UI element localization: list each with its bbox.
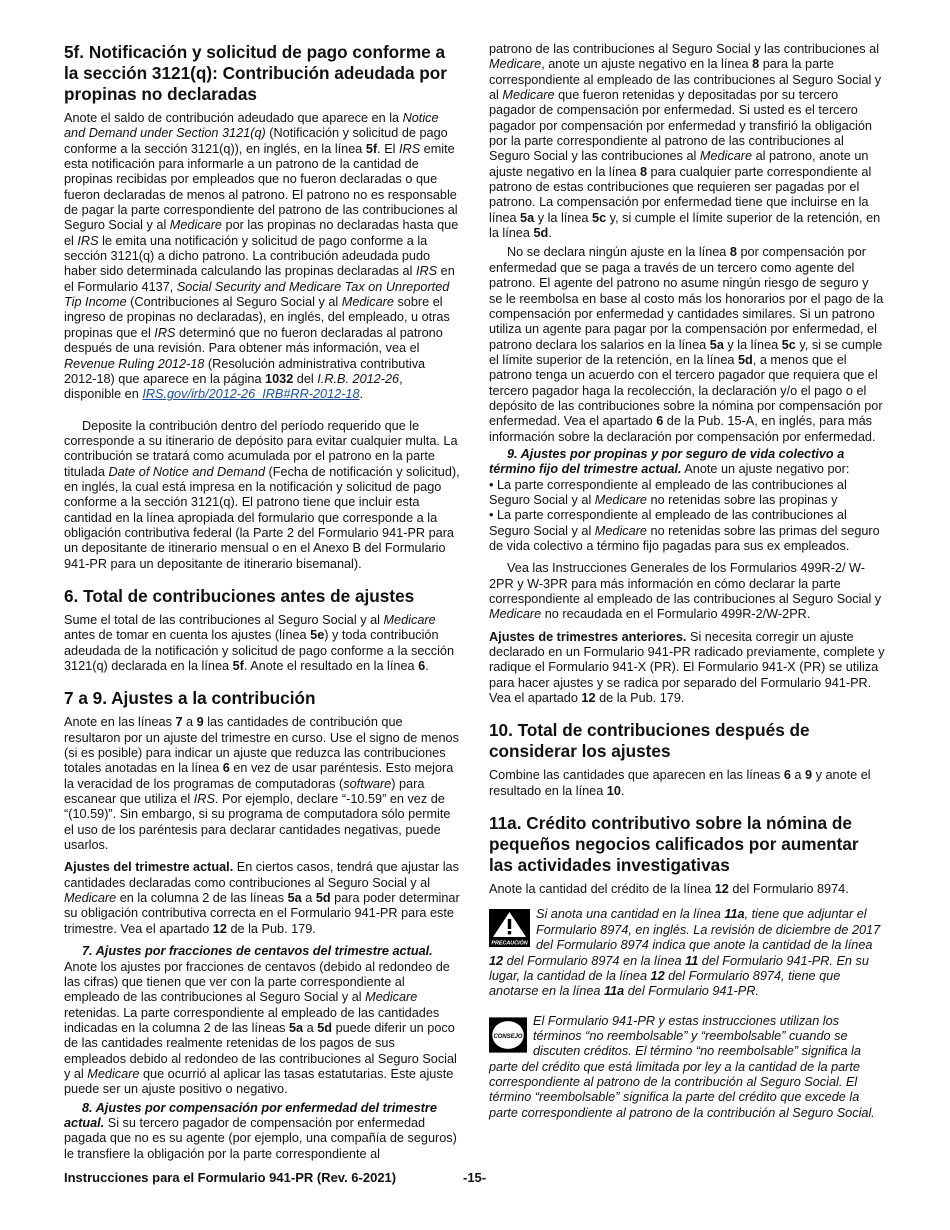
paragraph-11a: Anote la cantidad del crédito de la línea 12 del Formulario 8974. <box>489 882 849 897</box>
paragraph-item-7: 7. Ajustes por fracciones de centavos del trimestre actual. Anote los ajustes por fracciones de centavos (debido al redondeo de las cifras) que tienen que ver con la parte correspondiente al empleado de las contribuciones al Seguro Social y al Medicare retenidas. La parte correspondiente al empleado de las cantidades indicadas en la columna 2 de las líneas 5a a 5d puede diferir un poco de las cantidades realmente retenidas de los pagos de sus empleados debido al redondeo de las contribuciones al Seguro Social y al Medicare que ocurrió al aplicar las tasas estatutarias. Este ajuste puede ser un ajuste positivo o negativo. <box>64 944 457 1097</box>
tip-note: CONSEJO El Formulario 941-PR y estas instrucciones utilizan los términos “no reembolsable” y “reembolsable” cuando se discuten créditos. El término “no reembolsable” significa la parte del crédito que está limitada por ley a la cantidad de la parte correspondiente al patrono de la contribución al Seguro Social. El término “reembolsable” significa la parte del crédito que excede la parte correspondiente al patrono de la contribución al Seguro Social. <box>489 1013 875 1120</box>
heading-10: 10. Total de contribuciones después de considerar los ajustes <box>489 720 810 762</box>
paragraph-8-continued: patrono de las contribuciones al Seguro Social y las contribuciones al Medicare, anote un ajuste negativo en la línea 8 para la parte correspondiente al empleado de las contribuciones al Seguro Social y al Medicare que fueron retenidas y depositadas por su tercero pagador de compensación por enfermedad. Si usted es el tercero pagador por compensación por enfermedad y transfirió la obligación por la parte correspondiente al patrono de las contribuciones al Seguro Social y las contribuciones al Medicare al patrono, anote un ajuste negativo en la línea 8 para cualquier parte correspondiente al patrono de estas contribuciones que requieren ser pagadas por el patrono. La compensación por enfermedad tiene que incluirse en la línea 5a y la línea 5c y, si cumple el límite superior de la retención, en la línea 5d. <box>489 42 882 241</box>
heading-5f: 5f. Notificación y solicitud de pago conforme a la sección 3121(q): Contribución adeudada por propinas no declaradas <box>64 42 447 104</box>
paragraph-5f-1: Anote el saldo de contribución adeudado que aparece en la Notice and Demand under Section 3121(q) (Notificación y solicitud de pago conforme a la sección 3121(q)), en inglés, en la línea 5f. El IRS emite esta notificación para informarle a un patrono de la cantidad de propinas recibidas por empleados que no fueron declaradas o que fueron declaradas de menos al patrono. El patrono no es responsable de pagar la parte correspondiente del patrono de las contribuciones al Seguro Social y al Medicare por las propinas no declaradas hasta que el IRS le emita una notificación y solicitud de pago conforme a la sección 3121(q) a dicho patrono. La contribución adeudada pudo haber sido determinada calculando las propinas declaradas al IRS en el Formulario 4137, Social Security and Medicare Tax on Unreported Tip Income (Contribuciones al Seguro Social y al Medicare sobre el ingreso de propinas no declaradas), en inglés, del empleado, u otras propinas que el IRS determinó que no fueron declaradas al patrono después de una revisión. Para obtener más información, vea el Revenue Ruling 2012-18 (Resolución administrativa contributiva 2012-18) que aparece en la página 1032 del I.R.B. 2012-26, disponible en IRS.gov/irb/2012-26_IRB#RR-2012-18. <box>64 111 459 402</box>
paragraph-item-9: 9. Ajustes por propinas y por seguro de vida colectivo a término fijo del trimestre actual. Anote un ajuste negativo por: <box>489 446 850 477</box>
irb-link[interactable]: IRS.gov/irb/2012-26_IRB#RR-2012-18 <box>142 387 360 402</box>
heading-6: 6. Total de contribuciones antes de ajustes <box>64 585 415 606</box>
tip-icon <box>489 1016 527 1054</box>
paragraph-10: Combine las cantidades que aparecen en las líneas 6 a 9 y anote el resultado en la línea 10. <box>489 768 871 798</box>
paragraph-6: Sume el total de las contribuciones al Seguro Social y al Medicare antes de tomar en cuenta los ajustes (línea 5e) y toda contribución adeudada de la notificación y solicitud de pago conforme a la sección 3121(q) declarada en la línea 5f. Anote el resultado en la línea 6. <box>64 612 455 673</box>
paragraph-current-quarter: Ajustes del trimestre actual. En ciertos casos, tendrá que ajustar las cantidades declaradas como contribuciones al Seguro Social y al Medicare en la columna 2 de las líneas 5a a 5d para poder determinar su obligación contributiva correcta en el Formulario 941-PR para este trimestre. Vea el apartado 12 de la Pub. 179. <box>64 860 460 936</box>
paragraph-item-8: 8. Ajustes por compensación por enfermedad del trimestre actual. Si su tercero pagador de compensación por enfermedad pagada que no es su agente (por ejemplo, una compañía de seguros) le transfiere la obligación por la parte correspondiente al <box>64 1100 457 1161</box>
paragraph-see-instructions: Vea las Instrucciones Generales de los Formularios 499R-2/ W-2PR y W-3PR para más información en cómo declarar la parte correspondiente al empleado de las contribuciones al Seguro Social y Medicare no recaudada en el Formulario 499R-2/W-2PR. <box>489 561 882 622</box>
paragraph-prior-quarters: Ajustes de trimestres anteriores. Si necesita corregir un ajuste declarado en un Formulario 941-PR radicado previamente, complete y radique el Formulario 941-X (PR). El Formulario 941-X (PR) se utiliza para hacer ajustes y se radica por separado del Formulario 941-PR. Vea el apartado 12 de la Pub. 179. <box>489 629 885 706</box>
heading-11a: 11a. Crédito contributivo sobre la nómina de pequeños negocios calificados por aumentar las actividades investigativas <box>489 813 859 876</box>
caution-label: PRECAUCIÓN <box>491 940 528 947</box>
bullet-life-insurance: • La parte correspondiente al empleado de las contribuciones al Seguro Social y al Medicare no retenidas sobre las primas del seguro de vida colectivo a término fijo pagadas para sus ex empleados. <box>489 508 880 553</box>
bullet-tips: • La parte correspondiente al empleado de las contribuciones al Seguro Social y al Medicare no retenidas sobre las propinas y <box>489 477 847 507</box>
page-number: -15- <box>463 1170 487 1185</box>
right-column <box>489 42 885 1131</box>
tip-label: CONSEJO <box>493 1033 523 1040</box>
caution-note: PRECAUCIÓN Si anota una cantidad en la línea 11a, tiene que adjuntar el Formulario 8974, en inglés. La revisión de diciembre de 2017 del Formulario 8974 indica que anote la cantidad de la línea 12 del Formulario 8974 en la línea 11 del Formulario 941-PR. En su lugar, la cantidad de la línea 12 del Formulario 8974, tiene que anotarse en la línea 11a del Formulario 941-PR. <box>489 907 881 999</box>
left-column <box>64 42 460 1169</box>
footer-title: Instrucciones para el Formulario 941-PR (Rev. 6-2021) <box>64 1170 397 1185</box>
paragraph-5f-2: Deposite la contribución dentro del período requerido que le corresponde a su itinerario de depósito para evitar cualquier multa. La contribución se tratará como acumulada por el patrono en la parte titulada Date of Notice and Demand (Fecha de notificación y solicitud), en inglés, la cual está impresa en la notificación y solicitud de pago conforme a la sección 3121(q). El patrono tiene que incluir esta cantidad en la línea apropiada del formulario que corresponde a la obligación contributiva federal (la Parte 2 del Formulario 941-PR para un depositante de itinerario mensual o en el Anexo B del Formulario 941-PR para un depositante de itinerario bisemanal). <box>64 418 460 571</box>
heading-7-9: 7 a 9. Ajustes a la contribución <box>64 688 316 709</box>
page-footer <box>64 1170 894 1185</box>
caution-icon <box>489 909 530 947</box>
paragraph-7-9: Anote en las líneas 7 a 9 las cantidades de contribución que resultaron por un ajuste del trimestre en curso. Use el signo de menos (si es posible) para indicar un ajuste que reduzca las contribuciones totales anotadas en la línea 6 en vez de usar paréntesis. Esto mejora la veracidad de los programas de computadoras (software) para escanear que utiliza el IRS. Por ejemplo, declare “-10.59” en vez de “(10.59)”. Sin embargo, si su programa de computadora sólo permite el uso de los paréntesis para declarar cantidades negativas, puede usarlos. <box>64 715 459 853</box>
paragraph-8-agent: No se declara ningún ajuste en la línea 8 por compensación por enfermedad que se paga a través de un tercero como agente del patrono. El agente del patrono no asume ningún riesgo de seguro y se le reembolsa en base al costo más los honorarios por el pago de la compensación por enfermedad y cantidades similares. Si un patrono utiliza un agente para pagar por la compensación por enfermedad, el patrono declara los salarios en la línea 5a y la línea 5c y, si se cumple el límite superior de la retención, en la línea 5d, a menos que el patrono tenga un acuerdo con el tercero pagador que requiera que el tercero pagador haga la recolección, la declaración y/o el pago o el depósito de las contribuciones sobre la nómina por compensación por enfermedad. Vea el apartado 6 de la Pub. 15-A, en inglés, para más información sobre la declaración por compensación por enfermedad. <box>489 245 884 444</box>
